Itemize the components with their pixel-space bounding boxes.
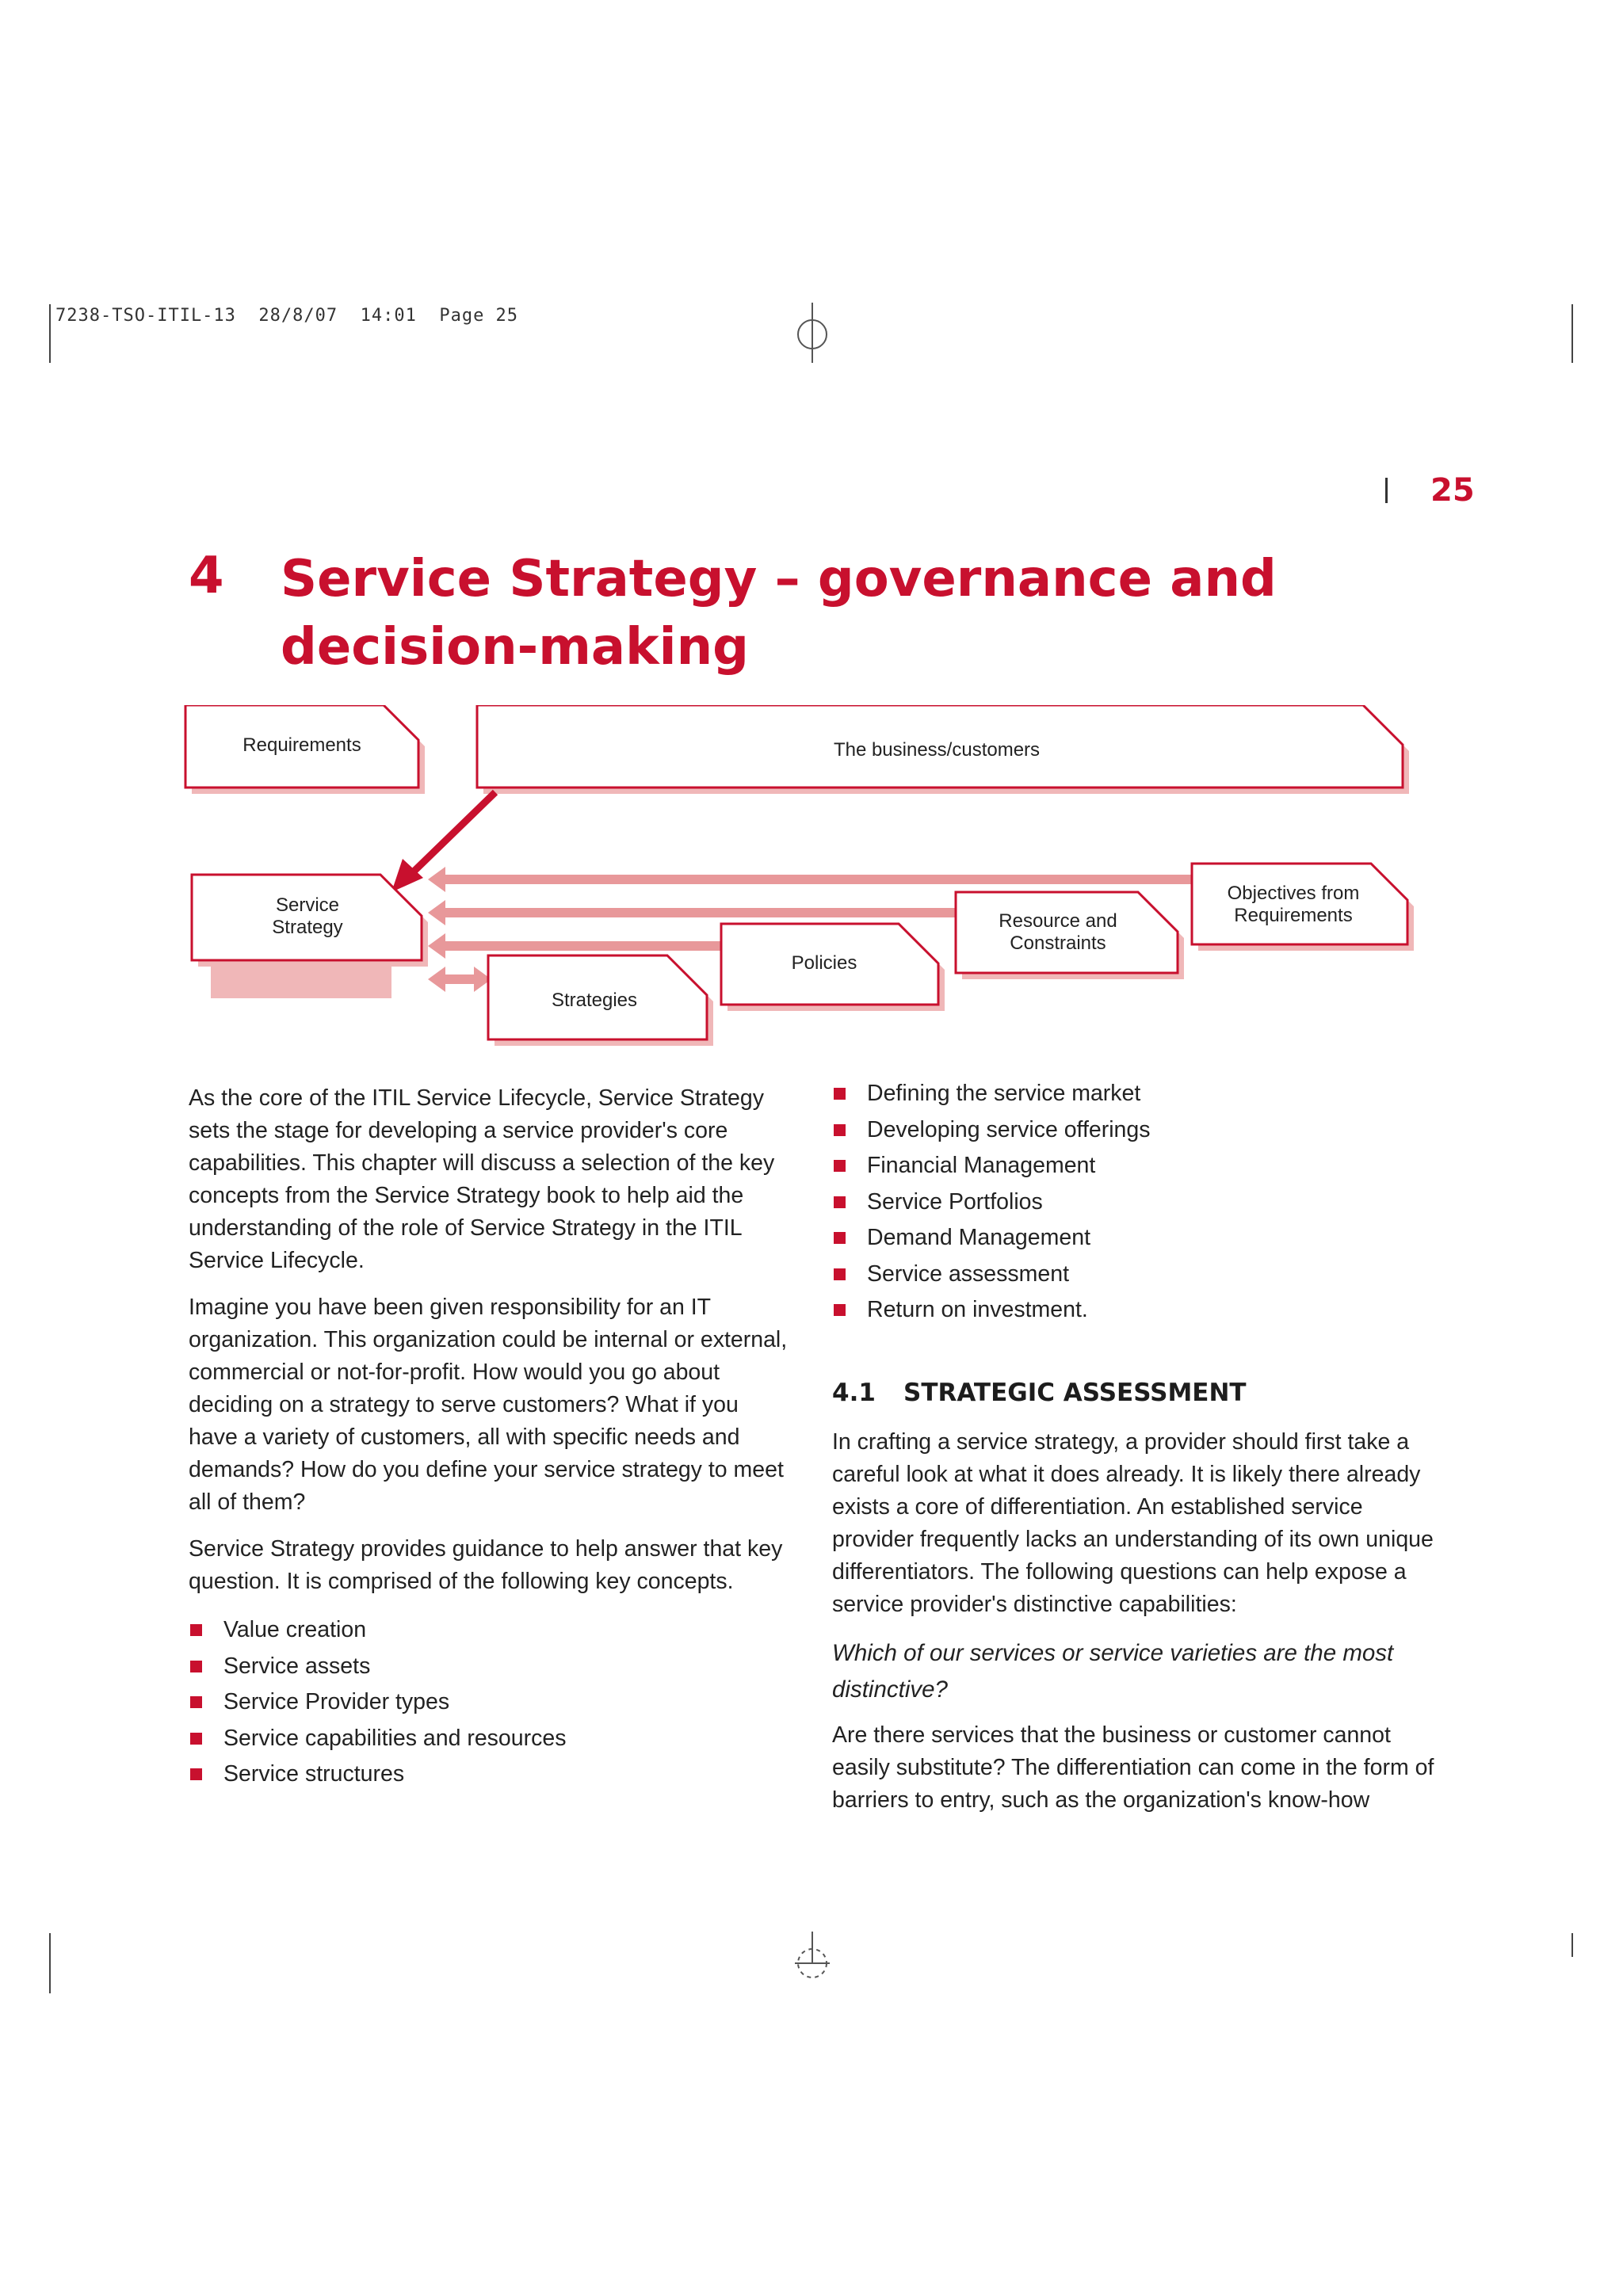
service-strategy-box [192,875,428,967]
crafting-paragraph: In crafting a service strategy, a provider should first take a careful look at what it does already. It is likely there already exists a core of differentiation. An established service provider frequently lacks an understanding of its own unique differentiators. The following questions can help expose a service provider's distinctive capabilities: [832,1429,1434,1617]
chapter-title-line1: Service Strategy – governance and [281,550,1277,608]
chapter-title-line2: decision-making [281,618,749,677]
requirements-box [185,705,425,794]
section-title: STRATEGIC ASSESSMENT [903,1379,1247,1407]
crop-mark-top-right [1571,304,1573,363]
objectives-label-line2: Requirements [1234,905,1353,926]
section-heading [832,1379,1247,1407]
left-column [189,1082,791,1793]
distinctive-question: Which of our services or service varieties are the most distinctive? [832,1640,1394,1703]
bullet-square-icon [190,1624,202,1636]
registration-mark-bottom [789,1932,836,1995]
list-item: Defining the service market [832,1076,1434,1112]
service-strategy-label-line1: Service [275,894,340,916]
section-number: 4.1 [832,1379,876,1407]
list-item: Developing service offerings [832,1112,1434,1149]
list-item: Service structures [189,1756,791,1793]
resource-label-line2: Constraints [1010,933,1106,954]
key-concepts-list [189,1612,791,1793]
bullet-square-icon [834,1196,846,1208]
business-customers-box [477,705,1409,794]
print-slug: 7238-TSO-ITIL-13 28/8/07 14:01 Page 25 [55,306,519,326]
bullet-square-icon [834,1304,846,1316]
bullet-square-icon [834,1124,846,1136]
page-number: 25 [1430,472,1475,509]
list-item: Service assessment [832,1257,1434,1293]
list-item: Demand Management [832,1220,1434,1257]
crop-mark-bottom-left [49,1933,51,1993]
bullet-square-icon [190,1661,202,1672]
bullet-square-icon [190,1768,202,1780]
list-item: Value creation [189,1612,791,1649]
service-strategy-label-line2: Strategy [272,917,343,938]
bullet-square-icon [834,1160,846,1172]
objectives-label-line1: Objectives from [1227,883,1360,904]
page-number-divider [1385,478,1388,503]
business-customers-label: The business/customers [833,739,1041,761]
substitute-paragraph: Are there services that the business or customer cannot easily substitute? The differentiation can come in the form of barriers to entry, such as the organization's know-how [832,1722,1434,1813]
crop-mark-top-left [49,304,51,363]
service-strategy-diagram [182,705,1442,1062]
key-concepts-list-continued [832,1076,1434,1329]
list-item: Service Portfolios [832,1184,1434,1221]
list-item: Service assets [189,1649,791,1685]
requirements-label: Requirements [242,734,361,756]
crop-mark-bottom-right [1571,1933,1573,1957]
bullet-square-icon [190,1696,202,1708]
arrow-to-strategies [428,967,491,992]
policies-label: Policies [791,952,857,974]
registration-mark-top [789,301,836,364]
imagine-paragraph: Imagine you have been given responsibility for an IT organization. This organization could be internal or external, commercial or not-for-profit. How would you go about deciding on a strategy to serve customers? What if you have a variety of customers, all with specific needs and demands? How do you define your service strategy to meet all of them? [189,1295,788,1515]
list-item: Return on investment. [832,1292,1434,1329]
chapter-number: 4 [189,547,224,605]
bullet-square-icon [834,1268,846,1280]
objectives-box [1192,864,1414,951]
guidance-paragraph: Service Strategy provides guidance to help answer that key question. It is comprised of the following key concepts. [189,1536,783,1594]
strategies-label: Strategies [551,990,638,1011]
resource-label-line1: Resource and [999,910,1117,932]
resource-constraints-box [956,892,1184,979]
right-column-text [832,1426,1434,1831]
bullet-square-icon [834,1088,846,1100]
list-item: Service Provider types [189,1684,791,1721]
intro-paragraph: As the core of the ITIL Service Lifecycle, Service Strategy sets the stage for developing a service provider's core capabilities. This chapter will discuss a selection of the key concepts from the Service Strategy book to help aid the understanding of the role of Service Strategy in the ITIL Service Lifecycle. [189,1085,775,1273]
chapter-title [281,545,1390,681]
bullet-square-icon [834,1232,846,1244]
list-item: Financial Management [832,1148,1434,1184]
bullet-square-icon [190,1733,202,1745]
list-item: Service capabilities and resources [189,1721,791,1757]
strategies-box [488,955,713,1046]
right-column-list [832,1076,1434,1329]
policies-box [721,924,945,1011]
